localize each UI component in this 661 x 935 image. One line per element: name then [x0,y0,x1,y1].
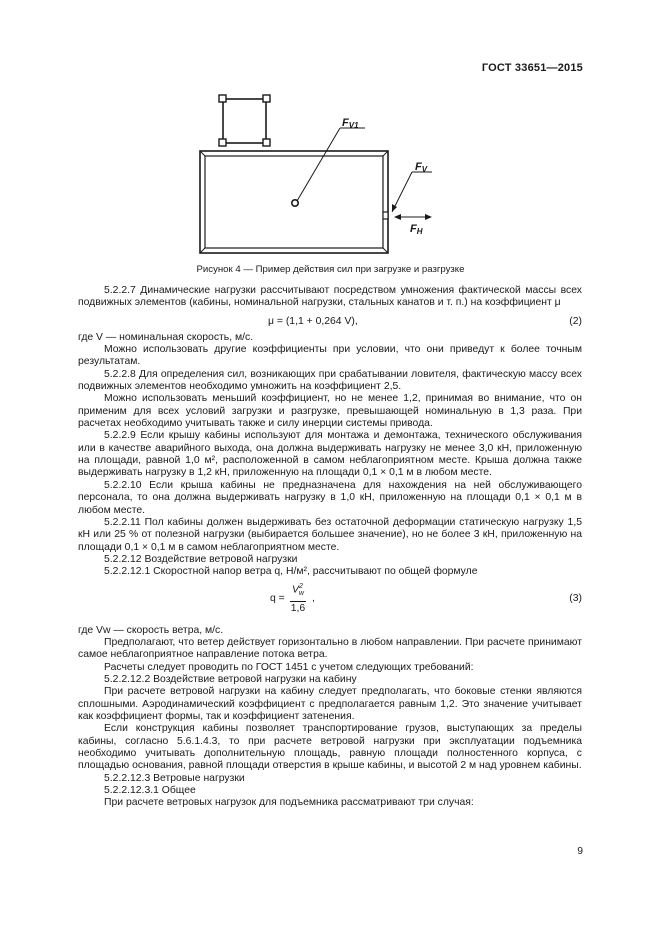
formula-3-lhs: q = [270,592,285,604]
paragraph-5-2-2-12-1: 5.2.2.12.1 Скоростной напор ветра q, Н/м², рассчитывают по общей формуле [104,566,478,578]
formula-3-denominator: 1,6 [290,603,306,615]
document-body [78,285,582,810]
figure-caption: Рисунок 4 — Пример действия сил при загрузке и разгрузке [196,264,465,275]
formula-3-sub: w [298,590,304,598]
force-fv [392,161,432,212]
formula-3-number: (3) [569,592,582,604]
formula-2-expression: μ = (1,1 + 0,264 V), [268,315,358,327]
force-fh [394,214,432,236]
paragraph-5-2-2-9: 5.2.2.9 Если крышу кабины используют для монтажа и демонтажа, технического обслуживания или в качестве аварийного выхода, она должна выдерживать нагрузку не менее 3,0 кН, приложенную на площади, равной 1,0 м², расположенной в самом неблагоприятном месте. Крыша должна также выдерживать нагрузку в 1,2 кН, приложенную на площади 0,1 × 0,1 м в любом месте. [78,430,582,479]
load-box [219,95,270,146]
formula-3-fraction [290,581,306,616]
paragraph-wind-direction: Предполагают, что ветер действует горизонтально в любом направлении. При расчете принимают самое неблагоприятное направление потока ветра. [78,636,582,661]
formula-2 [78,310,582,332]
paragraph-where-vw: где Vw — скорость ветра, м/с. [78,624,224,636]
fh-subscript: H [416,227,423,236]
paragraph-where-v: где V — номинальная скорость, м/с. [78,331,254,343]
paragraph-5-2-2-12-2: 5.2.2.12.2 Воздействие ветровой нагрузки на кабину [104,673,357,685]
svg-text:FV1 [342,117,359,130]
paragraph-calc-gost: Расчеты следует проводить по ГОСТ 1451 с учетом следующих требований: [104,661,474,673]
formula-3-numerator [290,581,306,603]
formula-3 [78,579,582,625]
formula-3-comma: , [312,592,315,604]
standard-number: ГОСТ 33651—2015 [481,62,583,74]
paragraph-5-2-2-11: 5.2.2.11 Пол кабины должен выдерживать без остаточной деформации статическую нагрузку 1,5 кН или 25 % от полезной нагрузки (выбирается большее значение), но не более 3 кН, приложенную на площади 0,1 × 0,1 м в самом неблагоприятном месте. [78,516,582,553]
formula-2-number: (2) [569,315,582,327]
fh-label: F [410,223,417,235]
paragraph-5-2-2-10: 5.2.2.10 Если крыша кабины не предназначена для нахождения на ней обслуживающего персонала, то она должна выдерживать нагрузку в 1,0 кН, приложенную на площади 0,1 × 0,1 м в любом месте. [78,479,582,516]
paragraph-cabin-cargo: Если конструкция кабины позволяет транспортирование грузов, выступающих за пределы кабины, согласно 5.6.1.4.3, то при расчете ветровой нагрузки при эксплуатации подъемника необходимо учитывать дополнительную площадь, равную площади полностенного корпуса, с площадью основания, равной площади отверстия в крыше кабины, и высотой 2 м над уровнем кабины. [78,723,582,772]
page-number: 9 [577,846,583,857]
fv-label: F [415,161,422,173]
paragraph-5-2-2-7: 5.2.2.7 Динамические нагрузки рассчитывают посредством умножения фактической массы всех подвижных элементов (кабины, номинальной нагрузки, стальных канатов и т. п.) на коэффициент μ [78,285,582,309]
paragraph-cabin-walls: При расчете ветровой нагрузки на кабину следует предполагать, что боковые стенки являются сплошными. Аэродинамический коэффициент с предполагается равным 1,2. Это значение учитывает как коэффициент формы, так и коэффициент затенения. [78,686,582,722]
paragraph-5-2-2-8: 5.2.2.8 Для определения сил, возникающих при срабатывании ловителя, фактическую массу всех подвижных элементов необходимо умножить на коэффициент 2,5. [78,368,582,393]
fv1-subscript: V1 [348,121,359,130]
paragraph-5-2-2-12: 5.2.2.12 Воздействие ветровой нагрузки [104,553,298,565]
paragraph-5-2-2-12-3-1: 5.2.2.12.3.1 Общее [104,785,196,797]
paragraph-smaller-coefficient: Можно использовать меньший коэффициент, но не менее 1,2, принимая во внимание, что он применим для всех условий загрузки и разгрузке, превышающей номинальную в 1,3 раза. При расчетах необходимо учитывать также и силу инерции системы привода. [78,393,582,430]
svg-text:FH [410,223,423,236]
formula-3-sup: 2 [298,582,303,590]
paragraph-three-cases: При расчете ветровых нагрузок для подъемника рассматривают три случая: [104,797,474,809]
paragraph-5-2-2-12-3: 5.2.2.12.3 Ветровые нагрузки [104,772,245,784]
paragraph-other-coefficients: Можно использовать другие коэффициенты при условии, что они приведут к более точным результатам. [78,344,582,368]
force-fv1 [292,117,365,206]
formula-3-v: V [292,584,299,596]
force-diagram [190,88,450,258]
fv-subscript: V [421,165,428,174]
svg-text:FV [415,161,428,174]
fv1-label: F [342,117,349,129]
